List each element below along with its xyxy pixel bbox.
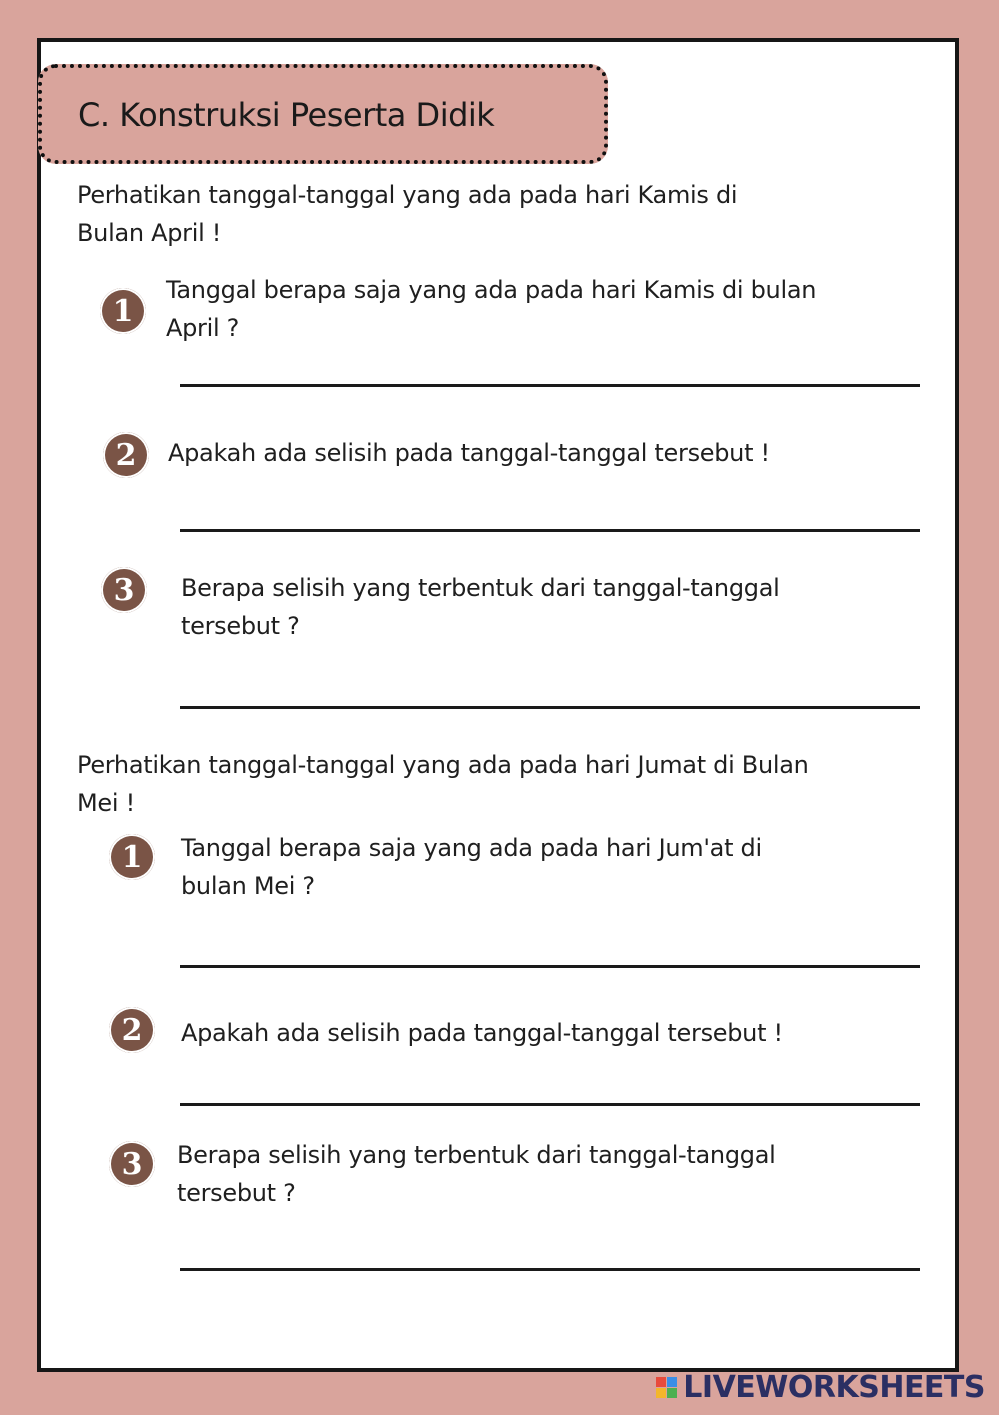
part1-answer-line-3[interactable] [180,706,920,709]
part2-question-2-line1: Apakah ada selisih pada tanggal-tanggal tersebut ! [181,1019,783,1047]
part1-question-2-line1: Apakah ada selisih pada tanggal-tanggal tersebut ! [168,439,770,467]
part2-answer-line-3[interactable] [180,1268,920,1271]
part2-intro-line2: Mei ! [77,789,135,817]
section-title: C. Konstruksi Peserta Didik [78,96,495,134]
number-2-icon: 2 [103,432,149,478]
part1-intro-line1: Perhatikan tanggal-tanggal yang ada pada hari Kamis di [77,181,738,209]
section-title-box [38,64,608,164]
part1-intro-line2: Bulan April ! [77,219,222,247]
part1-question-3-line1: Berapa selisih yang terbentuk dari tanggal-tanggal [181,574,780,602]
part1-question-3-line2: tersebut ? [181,612,300,640]
part1-question-1-line2: April ? [166,314,240,342]
watermark-text: LIVEWORKSHEETS [683,1370,985,1405]
part2-question-3-line2: tersebut ? [177,1179,296,1207]
part2-intro-line1: Perhatikan tanggal-tanggal yang ada pada hari Jumat di Bulan [77,751,809,779]
part1-answer-line-1[interactable] [180,384,920,387]
liveworksheets-logo [656,1370,985,1405]
liveworksheets-mark-icon [656,1377,677,1398]
number-3-icon: 3 [109,1141,155,1187]
part1-answer-line-2[interactable] [180,529,920,532]
number-2-icon: 2 [109,1007,155,1053]
part2-question-3-line1: Berapa selisih yang terbentuk dari tanggal-tanggal [177,1141,776,1169]
part2-question-1-line2: bulan Mei ? [181,872,315,900]
number-3-icon: 3 [101,567,147,613]
number-1-icon: 1 [109,834,155,880]
number-1-icon: 1 [100,288,146,334]
part2-question-1-line1: Tanggal berapa saja yang ada pada hari Jum'at di [181,834,762,862]
part1-question-1-line1: Tanggal berapa saja yang ada pada hari Kamis di bulan [166,276,817,304]
part2-answer-line-1[interactable] [180,965,920,968]
part2-answer-line-2[interactable] [180,1103,920,1106]
